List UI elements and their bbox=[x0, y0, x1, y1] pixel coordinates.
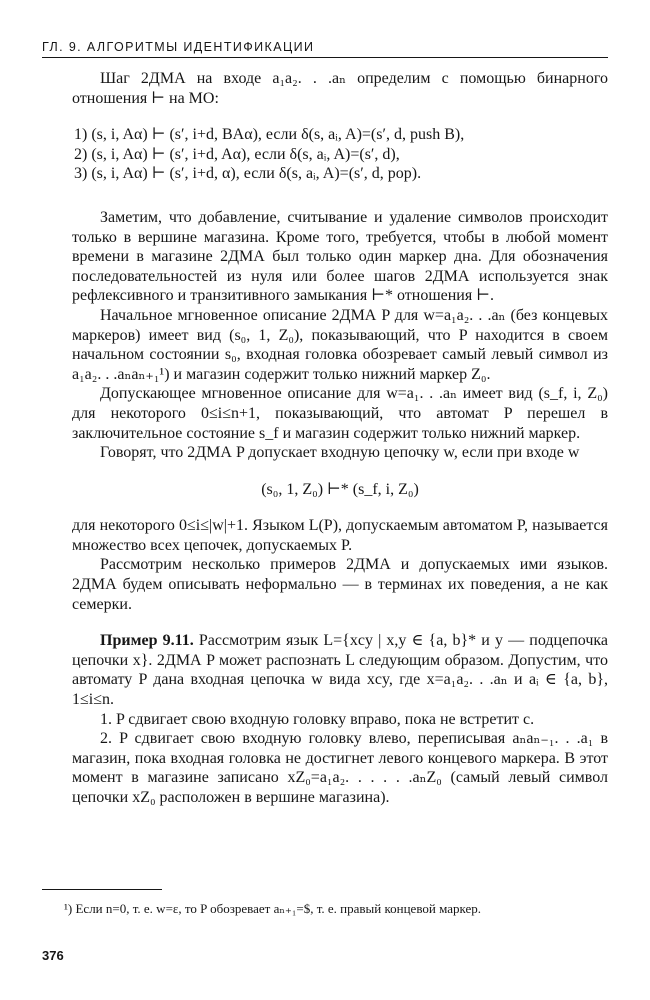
footnote-divider bbox=[42, 889, 162, 890]
footnote-text: ¹) Если n=0, т. е. w=ε, то P обозревает aₙ₊₁=$, т. е. правый концевой маркер. bbox=[64, 901, 481, 916]
acceptance-formula: (s₀, 1, Z₀) ⊢* (s_f, i, Z₀) bbox=[261, 480, 419, 498]
paragraph-remark: Заметим, что добавление, считывание и удаление символов происходит только в вершине магазина. Кроме того, требуется, чтобы в любой момент времени в магазине 2ДМА был только один маркер дна. Для обозначения последовательностей из нуля или более шагов 2ДМА используется знак рефлексивного и транзитивного замыкания ⊢* отношения ⊢. bbox=[72, 208, 608, 305]
paragraph-initial-description: Начальное мгновенное описание 2ДМА P для w=a₁a₂. . .aₙ (без концевых маркеров) имеет вид (s₀, 1, Z₀), показывающий, что P находится в своем начальном состоянии s₀, входная головка обозревает самый левый символ из a₁a₂. . .aₙaₙ₊₁¹) и магазин содержит только нижний маркер Z₀. bbox=[72, 306, 608, 383]
main-text bbox=[72, 69, 608, 808]
rule-move: 2) (s, i, Aα) ⊢ (s′, i+d, Aα), если δ(s, aᵢ, A)=(s′, d), bbox=[74, 145, 400, 163]
paragraph-examples-intro: Рассмотрим несколько примеров 2ДМА и допускаемых ими языков. 2ДМА будем описывать неформально — в терминах их поведения, а не как семерки. bbox=[72, 556, 608, 613]
list-item-1: 1. P сдвигает свою входную головку вправо, пока не встретит c. bbox=[100, 710, 535, 728]
paragraph-example bbox=[72, 631, 608, 709]
rule-pop: 3) (s, i, Aα) ⊢ (s′, i+d, α), если δ(s, aᵢ, A)=(s′, d, pop). bbox=[74, 165, 422, 183]
paragraph-language-definition: для некоторого 0≤i≤|w|+1. Языком L(P), допускаемым автоматом P, называется множество всех цепочек, допускаемых P. bbox=[72, 517, 608, 554]
paragraph-accepts: Говорят, что 2ДМА P допускает входную цепочку w, если при входе w bbox=[100, 444, 580, 462]
list-item-2: 2. P сдвигает свою входную головку влево, переписывая aₙaₙ₋₁. . .a₁ в магазин, пока входная головка не достигнет левого концевого маркера. В этот момент в магазине записано xZ₀=a₁a₂. . . . . .aₙZ₀ (самый левый символ цепочки xZ₀ расположен в вершине магазина). bbox=[72, 730, 608, 806]
page-number: 376 bbox=[42, 948, 64, 963]
transition-rules bbox=[72, 125, 608, 184]
example-text: Рассмотрим язык L={xcy | x,y ∈ {a, b}* и y — подцепочка цепочки x}. 2ДМА P может распознать L следующим образом. Допустим, что автомату P дана входная цепочка w вида xcy, где x=a₁a₂. . .aₙ и aᵢ ∈ {a, b}, 1≤i≤n. bbox=[72, 632, 609, 709]
footnote bbox=[42, 900, 608, 917]
running-head: ГЛ. 9. АЛГОРИТМЫ ИДЕНТИФИКАЦИИ bbox=[42, 40, 608, 58]
paragraph-step-definition: Шаг 2ДМА на входе a₁a₂. . .aₙ определим с помощью бинарного отношения ⊢ на МО: bbox=[72, 70, 608, 107]
example-label: Пример 9.11. bbox=[100, 632, 194, 650]
paragraph-accepting-description: Допускающее мгновенное описание для w=a₁. . .aₙ имеет вид (s_f, i, Z₀) для некоторого 0≤i≤n+1, показывающий, что автомат P перешел в заключительное состояние s_f и магазин содержит только нижний маркер. bbox=[72, 385, 608, 442]
rule-push: 1) (s, i, Aα) ⊢ (s′, i+d, BAα), если δ(s, aᵢ, A)=(s′, d, push B), bbox=[74, 126, 465, 144]
